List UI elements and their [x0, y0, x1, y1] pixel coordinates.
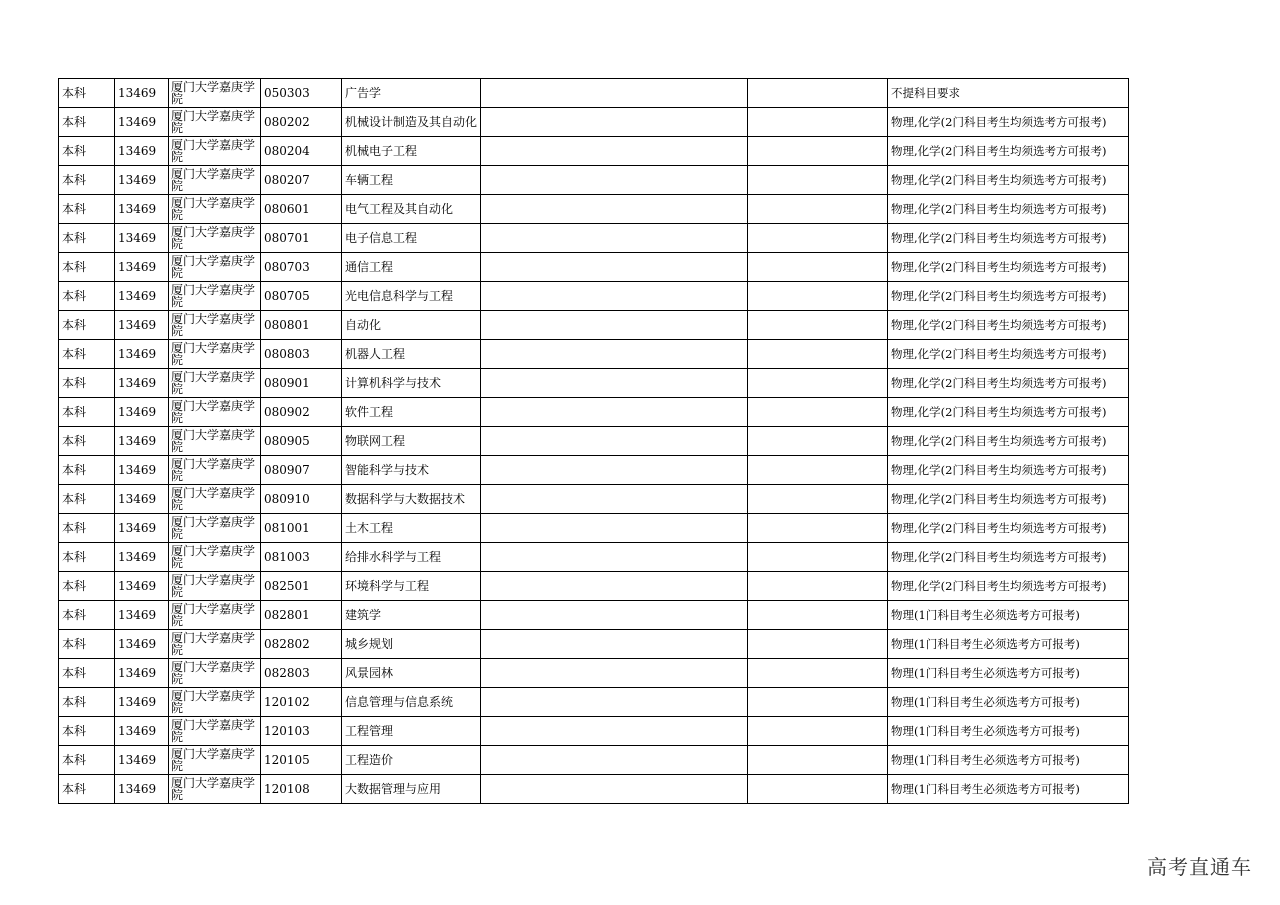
- cell-major-code: 082802: [261, 630, 342, 659]
- cell-empty: [481, 79, 748, 108]
- cell-subject-requirement: 不提科目要求: [888, 79, 1129, 108]
- cell-school-name: 厦门大学嘉庚学院: [169, 717, 261, 746]
- cell-subject-requirement: 物理(1门科目考生必须选考方可报考): [888, 601, 1129, 630]
- watermark-logo-text: 高考直通车: [1147, 855, 1252, 879]
- cell-level: 本科: [59, 137, 115, 166]
- cell-major-name: 给排水科学与工程: [342, 543, 481, 572]
- cell-major-code: 080910: [261, 485, 342, 514]
- cell-school-code: 13469: [115, 717, 169, 746]
- cell-school-name: 厦门大学嘉庚学院: [169, 775, 261, 804]
- cell-school-code: 13469: [115, 166, 169, 195]
- cell-major-code: 080901: [261, 369, 342, 398]
- cell-major-name: 通信工程: [342, 253, 481, 282]
- cell-school-name: 厦门大学嘉庚学院: [169, 137, 261, 166]
- cell-level: 本科: [59, 485, 115, 514]
- cell-level: 本科: [59, 514, 115, 543]
- cell-subject-requirement: 物理,化学(2门科目考生均须选考方可报考): [888, 485, 1129, 514]
- cell-subject-requirement: 物理,化学(2门科目考生均须选考方可报考): [888, 456, 1129, 485]
- table-row: [59, 659, 1129, 688]
- table-row: [59, 398, 1129, 427]
- cell-major-code: 080902: [261, 398, 342, 427]
- cell-empty: [748, 630, 888, 659]
- cell-school-name: 厦门大学嘉庚学院: [169, 630, 261, 659]
- cell-school-code: 13469: [115, 79, 169, 108]
- cell-school-code: 13469: [115, 398, 169, 427]
- cell-level: 本科: [59, 108, 115, 137]
- cell-major-code: 080705: [261, 282, 342, 311]
- cell-major-name: 土木工程: [342, 514, 481, 543]
- cell-school-name: 厦门大学嘉庚学院: [169, 601, 261, 630]
- cell-empty: [481, 485, 748, 514]
- cell-empty: [481, 688, 748, 717]
- table-row: [59, 572, 1129, 601]
- cell-school-code: 13469: [115, 456, 169, 485]
- cell-school-name: 厦门大学嘉庚学院: [169, 79, 261, 108]
- cell-subject-requirement: 物理,化学(2门科目考生均须选考方可报考): [888, 108, 1129, 137]
- cell-major-name: 软件工程: [342, 398, 481, 427]
- cell-major-name: 信息管理与信息系统: [342, 688, 481, 717]
- table-row: [59, 369, 1129, 398]
- cell-major-name: 环境科学与工程: [342, 572, 481, 601]
- cell-major-code: 120105: [261, 746, 342, 775]
- table-row: [59, 79, 1129, 108]
- table-row: [59, 775, 1129, 804]
- cell-subject-requirement: 物理,化学(2门科目考生均须选考方可报考): [888, 514, 1129, 543]
- cell-major-name: 智能科学与技术: [342, 456, 481, 485]
- cell-school-name: 厦门大学嘉庚学院: [169, 456, 261, 485]
- cell-empty: [748, 717, 888, 746]
- cell-subject-requirement: 物理(1门科目考生必须选考方可报考): [888, 630, 1129, 659]
- cell-empty: [748, 166, 888, 195]
- cell-subject-requirement: 物理(1门科目考生必须选考方可报考): [888, 659, 1129, 688]
- cell-school-code: 13469: [115, 369, 169, 398]
- cell-major-code: 080803: [261, 340, 342, 369]
- cell-major-code: 081001: [261, 514, 342, 543]
- cell-major-name: 风景园林: [342, 659, 481, 688]
- cell-school-name: 厦门大学嘉庚学院: [169, 543, 261, 572]
- cell-school-code: 13469: [115, 572, 169, 601]
- table-row: [59, 427, 1129, 456]
- cell-subject-requirement: 物理,化学(2门科目考生均须选考方可报考): [888, 572, 1129, 601]
- table-row: [59, 108, 1129, 137]
- cell-level: 本科: [59, 746, 115, 775]
- cell-empty: [748, 543, 888, 572]
- cell-subject-requirement: 物理,化学(2门科目考生均须选考方可报考): [888, 427, 1129, 456]
- table-row: [59, 282, 1129, 311]
- cell-subject-requirement: 物理,化学(2门科目考生均须选考方可报考): [888, 369, 1129, 398]
- cell-empty: [481, 108, 748, 137]
- cell-level: 本科: [59, 340, 115, 369]
- cell-empty: [748, 108, 888, 137]
- cell-school-name: 厦门大学嘉庚学院: [169, 746, 261, 775]
- table-row: [59, 253, 1129, 282]
- cell-empty: [481, 514, 748, 543]
- cell-school-name: 厦门大学嘉庚学院: [169, 485, 261, 514]
- cell-level: 本科: [59, 166, 115, 195]
- cell-school-code: 13469: [115, 775, 169, 804]
- cell-empty: [748, 659, 888, 688]
- cell-major-name: 计算机科学与技术: [342, 369, 481, 398]
- cell-empty: [748, 195, 888, 224]
- cell-empty: [748, 514, 888, 543]
- cell-major-name: 机械设计制造及其自动化: [342, 108, 481, 137]
- cell-major-name: 工程管理: [342, 717, 481, 746]
- cell-school-name: 厦门大学嘉庚学院: [169, 108, 261, 137]
- cell-level: 本科: [59, 253, 115, 282]
- cell-subject-requirement: 物理,化学(2门科目考生均须选考方可报考): [888, 543, 1129, 572]
- cell-empty: [481, 543, 748, 572]
- cell-school-name: 厦门大学嘉庚学院: [169, 253, 261, 282]
- cell-major-name: 机械电子工程: [342, 137, 481, 166]
- table-row: [59, 543, 1129, 572]
- cell-subject-requirement: 物理,化学(2门科目考生均须选考方可报考): [888, 340, 1129, 369]
- cell-school-name: 厦门大学嘉庚学院: [169, 224, 261, 253]
- cell-empty: [748, 485, 888, 514]
- cell-major-code: 080905: [261, 427, 342, 456]
- cell-empty: [481, 369, 748, 398]
- cell-major-name: 机器人工程: [342, 340, 481, 369]
- cell-subject-requirement: 物理,化学(2门科目考生均须选考方可报考): [888, 166, 1129, 195]
- cell-major-name: 车辆工程: [342, 166, 481, 195]
- cell-empty: [748, 253, 888, 282]
- cell-empty: [748, 688, 888, 717]
- cell-major-code: 082801: [261, 601, 342, 630]
- cell-empty: [481, 717, 748, 746]
- cell-major-code: 082501: [261, 572, 342, 601]
- cell-major-name: 数据科学与大数据技术: [342, 485, 481, 514]
- cell-empty: [481, 659, 748, 688]
- cell-subject-requirement: 物理(1门科目考生必须选考方可报考): [888, 688, 1129, 717]
- cell-level: 本科: [59, 775, 115, 804]
- cell-subject-requirement: 物理,化学(2门科目考生均须选考方可报考): [888, 311, 1129, 340]
- cell-level: 本科: [59, 427, 115, 456]
- cell-empty: [481, 775, 748, 804]
- cell-level: 本科: [59, 79, 115, 108]
- cell-level: 本科: [59, 688, 115, 717]
- cell-major-code: 120103: [261, 717, 342, 746]
- cell-level: 本科: [59, 282, 115, 311]
- cell-empty: [748, 427, 888, 456]
- cell-major-code: 080601: [261, 195, 342, 224]
- cell-school-name: 厦门大学嘉庚学院: [169, 195, 261, 224]
- cell-subject-requirement: 物理(1门科目考生必须选考方可报考): [888, 775, 1129, 804]
- cell-empty: [481, 630, 748, 659]
- cell-school-code: 13469: [115, 601, 169, 630]
- cell-level: 本科: [59, 543, 115, 572]
- cell-school-name: 厦门大学嘉庚学院: [169, 514, 261, 543]
- cell-school-code: 13469: [115, 659, 169, 688]
- cell-level: 本科: [59, 195, 115, 224]
- cell-major-code: 080207: [261, 166, 342, 195]
- cell-school-name: 厦门大学嘉庚学院: [169, 659, 261, 688]
- cell-major-name: 工程造价: [342, 746, 481, 775]
- cell-empty: [481, 224, 748, 253]
- cell-major-name: 建筑学: [342, 601, 481, 630]
- cell-level: 本科: [59, 630, 115, 659]
- table-body: [59, 79, 1129, 804]
- cell-school-name: 厦门大学嘉庚学院: [169, 398, 261, 427]
- cell-major-code: 080703: [261, 253, 342, 282]
- cell-major-name: 大数据管理与应用: [342, 775, 481, 804]
- cell-major-code: 050303: [261, 79, 342, 108]
- cell-empty: [481, 456, 748, 485]
- table-row: [59, 630, 1129, 659]
- cell-empty: [748, 601, 888, 630]
- cell-subject-requirement: 物理,化学(2门科目考生均须选考方可报考): [888, 195, 1129, 224]
- table-row: [59, 746, 1129, 775]
- cell-school-code: 13469: [115, 224, 169, 253]
- cell-major-code: 081003: [261, 543, 342, 572]
- cell-school-code: 13469: [115, 137, 169, 166]
- cell-school-code: 13469: [115, 485, 169, 514]
- table-row: [59, 311, 1129, 340]
- cell-major-name: 自动化: [342, 311, 481, 340]
- cell-empty: [748, 282, 888, 311]
- cell-school-code: 13469: [115, 195, 169, 224]
- cell-school-code: 13469: [115, 543, 169, 572]
- cell-subject-requirement: 物理,化学(2门科目考生均须选考方可报考): [888, 137, 1129, 166]
- table-row: [59, 340, 1129, 369]
- cell-level: 本科: [59, 717, 115, 746]
- cell-major-code: 080801: [261, 311, 342, 340]
- cell-school-code: 13469: [115, 311, 169, 340]
- cell-subject-requirement: 物理(1门科目考生必须选考方可报考): [888, 717, 1129, 746]
- cell-major-name: 光电信息科学与工程: [342, 282, 481, 311]
- cell-major-name: 物联网工程: [342, 427, 481, 456]
- cell-empty: [481, 253, 748, 282]
- cell-empty: [748, 311, 888, 340]
- cell-major-name: 广告学: [342, 79, 481, 108]
- cell-empty: [481, 282, 748, 311]
- admission-table: [58, 78, 1129, 804]
- cell-empty: [748, 224, 888, 253]
- table-row: [59, 717, 1129, 746]
- table-row: [59, 166, 1129, 195]
- cell-school-code: 13469: [115, 427, 169, 456]
- cell-level: 本科: [59, 398, 115, 427]
- cell-school-code: 13469: [115, 688, 169, 717]
- cell-school-code: 13469: [115, 253, 169, 282]
- cell-empty: [748, 340, 888, 369]
- cell-empty: [748, 775, 888, 804]
- cell-level: 本科: [59, 224, 115, 253]
- cell-level: 本科: [59, 369, 115, 398]
- table-row: [59, 137, 1129, 166]
- cell-school-name: 厦门大学嘉庚学院: [169, 688, 261, 717]
- cell-level: 本科: [59, 572, 115, 601]
- cell-empty: [481, 398, 748, 427]
- cell-school-name: 厦门大学嘉庚学院: [169, 340, 261, 369]
- cell-major-code: 120102: [261, 688, 342, 717]
- cell-empty: [748, 369, 888, 398]
- cell-empty: [481, 746, 748, 775]
- cell-empty: [481, 195, 748, 224]
- cell-major-name: 城乡规划: [342, 630, 481, 659]
- cell-empty: [481, 340, 748, 369]
- cell-empty: [748, 137, 888, 166]
- cell-subject-requirement: 物理(1门科目考生必须选考方可报考): [888, 746, 1129, 775]
- cell-empty: [481, 427, 748, 456]
- cell-school-name: 厦门大学嘉庚学院: [169, 369, 261, 398]
- table-row: [59, 456, 1129, 485]
- cell-level: 本科: [59, 659, 115, 688]
- cell-subject-requirement: 物理,化学(2门科目考生均须选考方可报考): [888, 253, 1129, 282]
- cell-school-name: 厦门大学嘉庚学院: [169, 311, 261, 340]
- cell-empty: [481, 601, 748, 630]
- cell-school-name: 厦门大学嘉庚学院: [169, 282, 261, 311]
- cell-school-name: 厦门大学嘉庚学院: [169, 572, 261, 601]
- cell-empty: [748, 456, 888, 485]
- cell-school-name: 厦门大学嘉庚学院: [169, 166, 261, 195]
- cell-major-name: 电气工程及其自动化: [342, 195, 481, 224]
- table-row: [59, 485, 1129, 514]
- table-row: [59, 514, 1129, 543]
- cell-school-code: 13469: [115, 514, 169, 543]
- cell-school-code: 13469: [115, 340, 169, 369]
- cell-subject-requirement: 物理,化学(2门科目考生均须选考方可报考): [888, 282, 1129, 311]
- cell-major-code: 080701: [261, 224, 342, 253]
- cell-empty: [481, 166, 748, 195]
- cell-empty: [481, 137, 748, 166]
- cell-school-name: 厦门大学嘉庚学院: [169, 427, 261, 456]
- cell-major-code: 080202: [261, 108, 342, 137]
- cell-empty: [748, 746, 888, 775]
- cell-subject-requirement: 物理,化学(2门科目考生均须选考方可报考): [888, 224, 1129, 253]
- cell-empty: [481, 311, 748, 340]
- cell-major-code: 080907: [261, 456, 342, 485]
- table-row: [59, 195, 1129, 224]
- cell-school-code: 13469: [115, 746, 169, 775]
- cell-subject-requirement: 物理,化学(2门科目考生均须选考方可报考): [888, 398, 1129, 427]
- cell-school-code: 13469: [115, 108, 169, 137]
- cell-major-code: 080204: [261, 137, 342, 166]
- cell-level: 本科: [59, 601, 115, 630]
- cell-empty: [748, 572, 888, 601]
- cell-major-name: 电子信息工程: [342, 224, 481, 253]
- table-row: [59, 224, 1129, 253]
- cell-level: 本科: [59, 456, 115, 485]
- table-row: [59, 601, 1129, 630]
- table-row: [59, 688, 1129, 717]
- cell-empty: [748, 398, 888, 427]
- cell-school-code: 13469: [115, 630, 169, 659]
- cell-empty: [481, 572, 748, 601]
- cell-level: 本科: [59, 311, 115, 340]
- cell-major-code: 082803: [261, 659, 342, 688]
- cell-empty: [748, 79, 888, 108]
- cell-major-code: 120108: [261, 775, 342, 804]
- cell-school-code: 13469: [115, 282, 169, 311]
